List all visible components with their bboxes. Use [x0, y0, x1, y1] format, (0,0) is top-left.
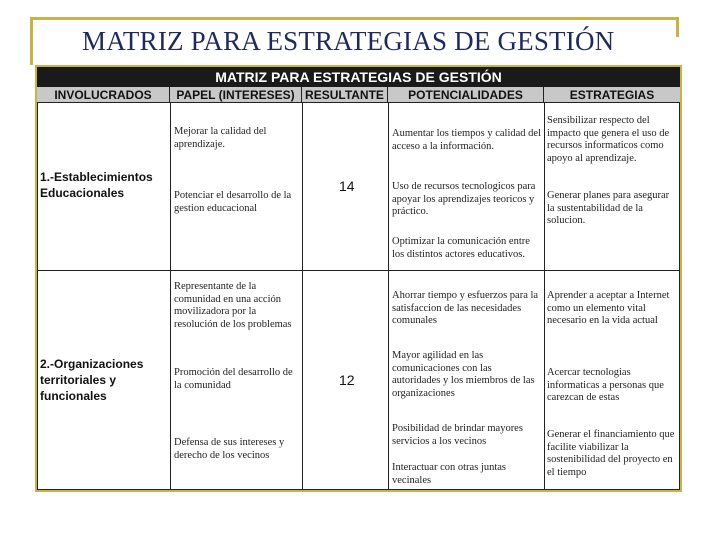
potencialidad-cell: Aumentar los tiempos y calidad del acceso a la información.	[392, 128, 542, 152]
potencialidad-cell: Posibilidad de brindar mayores servicios a los vecinos	[392, 423, 523, 447]
papel-cell: Defensa de sus intereses y derecho de los vecinos	[174, 437, 285, 461]
estrategia-cell: Aprender a aceptar a Internet como un elemento vital necesario en la vida actual	[547, 290, 670, 326]
potencialidad-cell: Mayor agilidad en las comunicaciones con las autoridades y los miembros de las organizaciones	[392, 350, 535, 399]
grid-line	[388, 103, 389, 490]
potencialidad-cell: Interactuar con otras juntas vecinales	[392, 462, 506, 486]
potencialidad-cell: Ahorrar tiempo y esfuerzos para la satisfaccion de las necesidades comunales	[392, 290, 539, 326]
slide-frame-top	[30, 17, 678, 20]
estrategia-cell: Generar planes para asegurar la sustentabilidad de la solucion.	[547, 190, 670, 226]
involucrado-establecimientos: 1.-Establecimientos Educacionales	[40, 170, 153, 200]
grid-line	[302, 103, 303, 490]
row-divider	[37, 270, 680, 271]
estrategia-cell: Acercar tecnologias informaticas a personas que carezcan de estas	[547, 367, 664, 403]
potencialidad-cell: Optimizar la comunicación entre los distintos actores educativos.	[392, 236, 530, 260]
resultante-value: 14	[339, 178, 355, 194]
slide-frame-left	[30, 17, 33, 65]
papel-cell: Mejorar la calidad del aprendizaje.	[174, 126, 267, 150]
involucrado-organizaciones: 2.-Organizaciones territoriales y funcionales	[40, 357, 144, 403]
slide-title: MATRIZ PARA ESTRATEGIAS DE GESTIÓN	[82, 26, 615, 56]
table-header: MATRIZ PARA ESTRATEGIAS DE GESTIÓN	[37, 67, 680, 87]
column-header-resultante: RESULTANTE	[302, 87, 388, 103]
slide-frame-right	[676, 17, 679, 37]
papel-cell: Potenciar el desarrollo de la gestion educacional	[174, 190, 292, 214]
estrategia-cell: Sensibilizar respecto del impacto que genera el uso de recursos informaticos como apoyo al aprendizaje.	[547, 115, 670, 164]
estrategia-cell: Generar el financiamiento que facilite viabilizar la sostenibilidad del proyecto en el tiempo	[547, 429, 675, 478]
column-header-potencialidades: POTENCIALIDADES	[388, 87, 544, 103]
grid-line	[544, 103, 545, 490]
grid-line	[170, 103, 171, 490]
column-header-involucrados: INVOLUCRADOS	[37, 87, 170, 103]
potencialidad-cell: Uso de recursos tecnologicos para apoyar los aprendizajes teoricos y práctico.	[392, 181, 536, 217]
resultante-value: 12	[339, 372, 355, 388]
papel-cell: Representante de la comunidad en una acción movilizadora por la resolución de los problemas	[174, 281, 292, 330]
column-header-papel: PAPEL (INTERESES)	[170, 87, 302, 103]
column-header-estrategias: ESTRATEGIAS	[544, 87, 680, 103]
papel-cell: Promoción del desarrollo de la comunidad	[174, 367, 293, 391]
